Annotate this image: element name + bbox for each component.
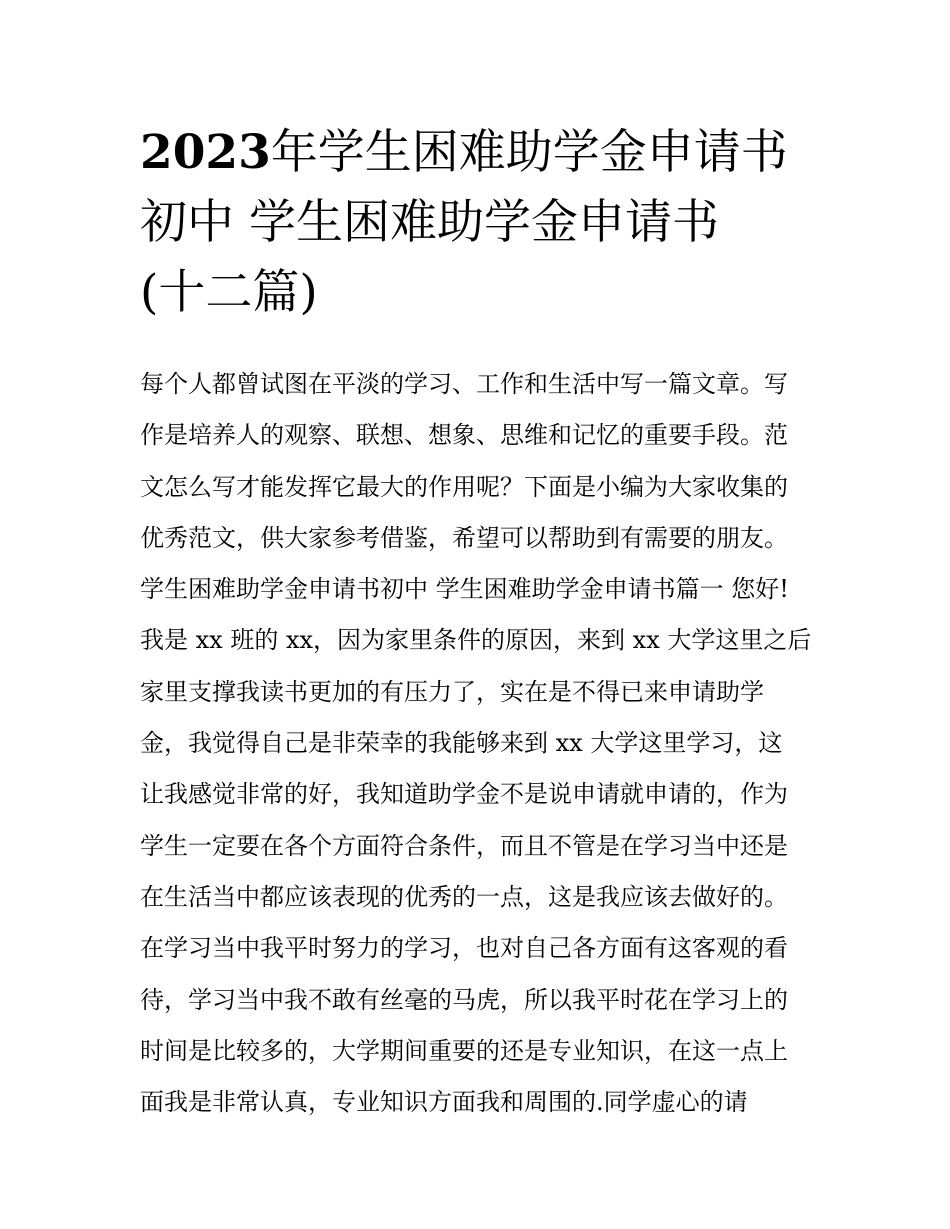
body-line: 学生一定要在各个方面符合条件，而且不管是在学习当中还是 bbox=[140, 831, 788, 860]
body-line: 待，学习当中我不敢有丝毫的马虎，所以我平时花在学习上的 bbox=[140, 985, 788, 1014]
body-line: 作是培养人的观察、联想、想象、思维和记忆的重要手段。范 bbox=[140, 421, 788, 450]
document-body bbox=[140, 359, 840, 1128]
body-line: 学生困难助学金申请书初中 学生困难助学金申请书篇一 您好! bbox=[140, 575, 789, 604]
body-line: 金，我觉得自己是非荣幸的我能够来到 xx 大学这里学习，这 bbox=[140, 729, 783, 758]
body-line: 让我感觉非常的好，我知道助学金不是说申请就申请的，作为 bbox=[140, 780, 788, 809]
body-line: 在学习当中我平时努力的学习，也对自己各方面有这客观的看 bbox=[140, 934, 788, 963]
body-line: 优秀范文，供大家参考借鉴，希望可以帮助到有需要的朋友。 bbox=[140, 523, 788, 552]
body-line: 时间是比较多的，大学期间重要的还是专业知识，在这一点上 bbox=[140, 1036, 788, 1065]
title-year: 2023 bbox=[140, 125, 271, 180]
body-line: 在生活当中都应该表现的优秀的一点，这是我应该去做好的。 bbox=[140, 882, 788, 911]
body-line: 每个人都曾试图在平淡的学习、工作和生活中写一篇文章。写 bbox=[140, 370, 788, 398]
title-line-1 bbox=[140, 118, 830, 188]
body-line: 文怎么写才能发挥它最大的作用呢？下面是小编为大家收集的 bbox=[140, 472, 788, 501]
document-title bbox=[140, 118, 830, 328]
title-line-3: (十二篇) bbox=[140, 265, 318, 320]
title-line-1-text: 年学生困难助学金申请书 bbox=[270, 125, 788, 180]
body-line: 我是 xx 班的 xx，因为家里条件的原因，来到 xx 大学这里之后 bbox=[140, 626, 812, 655]
body-line: 家里支撑我读书更加的有压力了，实在是不得已来申请助学 bbox=[140, 677, 764, 706]
body-line: 面我是非常认真，专业知识方面我和周围的.同学虚心的请 bbox=[140, 1088, 748, 1117]
title-line-2: 初中 学生困难助学金申请书 bbox=[140, 195, 719, 250]
